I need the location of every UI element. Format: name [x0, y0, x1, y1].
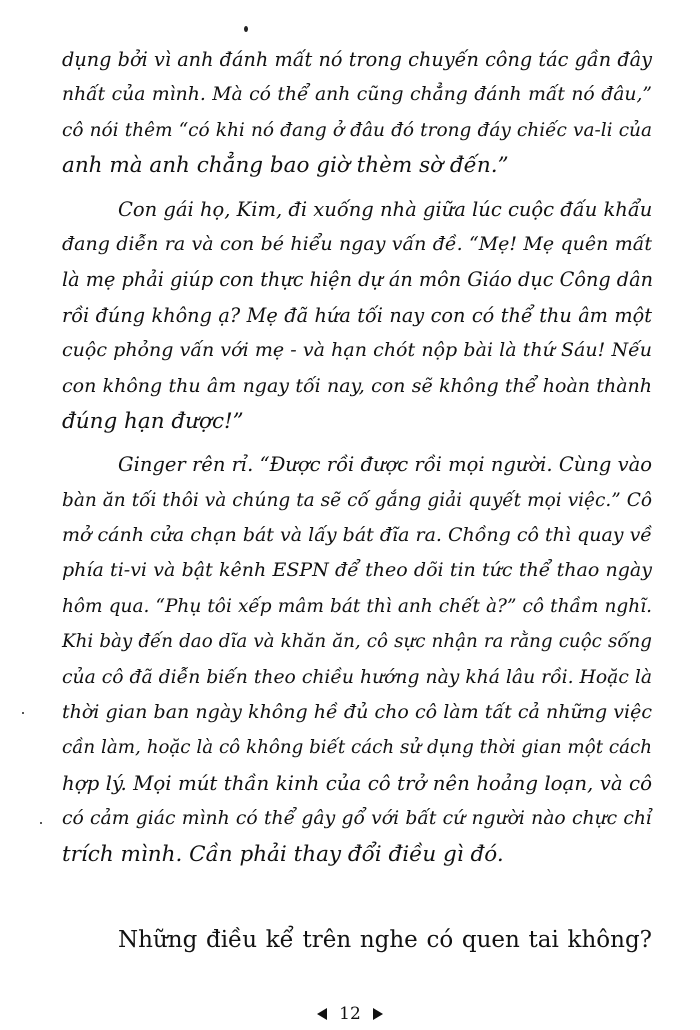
paragraph-3-line: có cảm giác mình có thể gây gổ với bất cứ người nào chực chỉ: [62, 808, 652, 830]
paragraph-1-line: nhất của mình. Mà có thể anh cũng chẳng đánh mất nó đâu,”: [62, 84, 652, 106]
next-page-icon: [373, 1008, 383, 1020]
paragraph-2-line: đang diễn ra và con bé hiểu ngay vấn đề. “Mẹ! Mẹ quên mất: [62, 232, 652, 255]
paragraph-1-line: dụng bởi vì anh đánh mất nó trong chuyến công tác gần đây: [62, 48, 652, 71]
body-text: [62, 42, 652, 872]
paragraph-2-line: Con gái họ, Kim, đi xuống nhà giữa lúc cuộc đấu khẩu: [118, 197, 653, 221]
paragraph-3-line: thời gian ban ngày không hề đủ cho cô làm tất cả những việc: [62, 701, 652, 724]
paragraph-1-line: anh mà anh chẳng bao giờ thèm sờ đến.”: [62, 153, 509, 179]
previous-page-icon: [317, 1008, 327, 1020]
paragraph-3-line: cần làm, hoặc là cô không biết cách sử dụng thời gian một cách: [62, 737, 652, 759]
paragraph-3-line: hôm qua. “Phụ tôi xếp mâm bát thì anh chết à?” cô thầm nghĩ.: [62, 595, 652, 617]
paragraph-3-line: của cô đã diễn biến theo chiều hướng này khá lâu rồi. Hoặc là: [62, 666, 652, 688]
paragraph-3-line: Ginger rên rỉ. “Được rồi được rồi mọi người. Cùng vào: [118, 453, 652, 477]
paragraph-3-line: trích mình. Cần phải thay đổi điều gì đó.: [62, 841, 504, 867]
paragraph-2-line: rồi đúng không ạ? Mẹ đã hứa tối nay con có thể thu âm một: [62, 303, 652, 327]
closing-question: Những điều kể trên nghe có quen tai không?: [118, 927, 652, 953]
ink-speck: [244, 26, 248, 32]
page-number: 12: [339, 1004, 361, 1024]
paragraph-2-line: cuộc phỏng vấn với mẹ - và hạn chót nộp bài là thứ Sáu! Nếu: [62, 339, 652, 362]
paragraph-2-line: là mẹ phải giúp con thực hiện dự án môn Giáo dục Công dân: [62, 268, 653, 292]
margin-speck: [22, 712, 24, 714]
paragraph-3-line: hợp lý. Mọi mút thần kinh của cô trở nên hoảng loạn, và cô: [62, 771, 652, 795]
paragraph-2-line: con không thu âm ngay tối nay, con sẽ không thể hoàn thành: [62, 374, 652, 397]
paragraph-3-line: bàn ăn tối thôi và chúng ta sẽ cố gắng giải quyết mọi việc.” Cô: [62, 489, 652, 511]
paragraph-2-line: đúng hạn được!”: [62, 408, 244, 434]
paragraph-3-line: mở cánh cửa chạn bát và lấy bát đĩa ra. Chồng cô thì quay về: [62, 524, 652, 547]
paragraph-1-line: cô nói thêm “có khi nó đang ở đâu đó trong đáy chiếc va-li của: [62, 119, 652, 141]
paragraph-3-line: Khi bày đến dao dĩa và khăn ăn, cô sực nhận ra rằng cuộc sống: [62, 631, 652, 653]
margin-speck: [40, 822, 42, 824]
paragraph-3-line: phía ti-vi và bật kênh ESPN để theo dõi tin tức thể thao ngày: [62, 559, 652, 582]
page-footer: [0, 1002, 700, 1026]
